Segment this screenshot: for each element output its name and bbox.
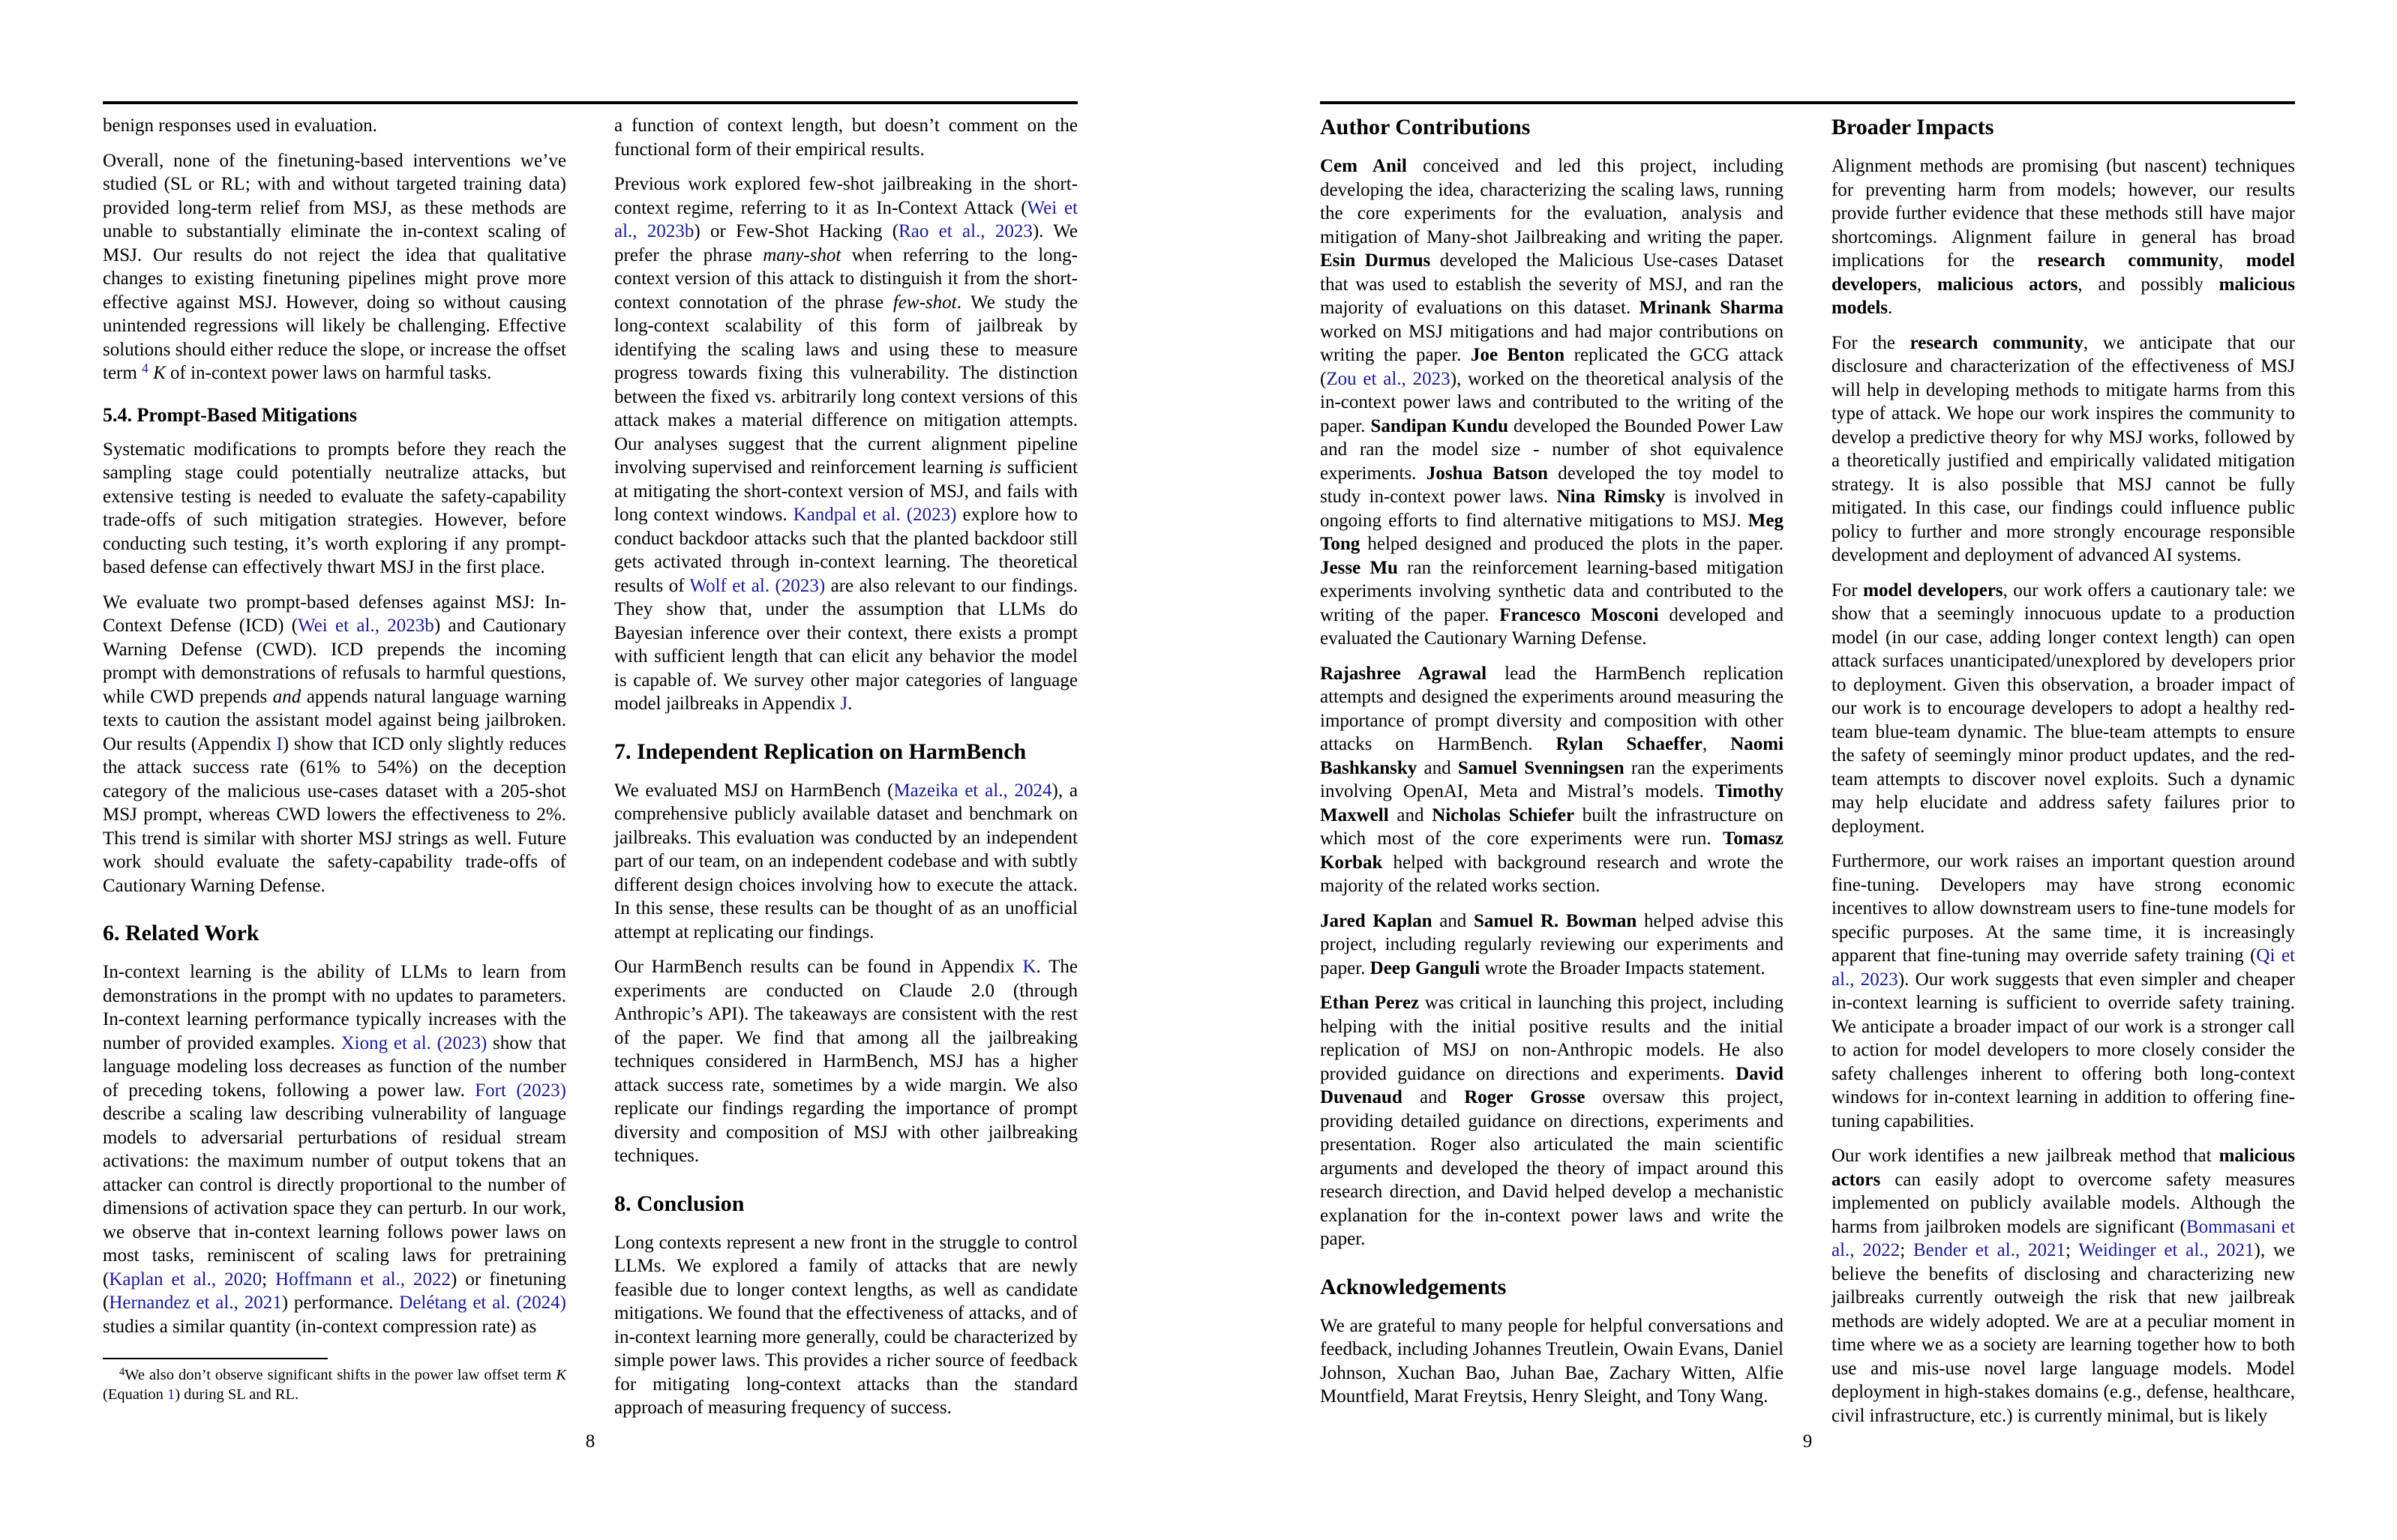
text-segment: Systematic modifications to prompts before they reach the sampling stage could potentially neutralize attacks, but extensive testing is needed to evaluate the safety-capability trade-offs of such mitigation strategies. However, before conducting such testing, it’s worth exploring if any prompt-based defense can effectively thwart MSJ in the first place.: [103, 439, 566, 577]
text-segment: .: [848, 694, 853, 714]
paragraph: [614, 955, 1078, 1168]
paragraph: [614, 114, 1078, 161]
text-segment: In-context learning is the ability of LLMs to learn from demonstrations in the prompt with no updates to parameters. In-context learning performance typically increases with the number of provided examples.: [103, 962, 566, 1053]
text-segment: show that language modeling loss decreases as function of the number of preceding tokens, following a power law.: [103, 1032, 567, 1101]
text-segment: ran the reinforcement learning-based mitigation experiments involving synthetic data and contributed to the writing of the paper.: [1320, 557, 1784, 625]
text-segment: and: [1417, 757, 1458, 778]
text-segment: Nina Rimsky: [1556, 487, 1666, 507]
paragraph: [103, 149, 566, 385]
text-segment: Long contexts represent a new front in the struggle to control LLMs. We explored a family of attacks that are newly feasible due to longer context lengths, as well as candidate mitigations. We found that the effectiveness of attacks, and of in-context learning more generally, could be characterized by simple power laws. This provides a richer source of feedback for mitigating long-context attacks than the standard approach of measuring frequency of success.: [614, 1232, 1078, 1418]
paragraph: [614, 779, 1078, 945]
text-segment: ) during SL and RL.: [175, 1386, 299, 1403]
citation-link[interactable]: Wolf et al. (2023): [689, 575, 826, 596]
text-segment: ) or finetuning (: [103, 1269, 566, 1313]
text-segment: For the: [1832, 332, 1910, 353]
citation-link[interactable]: Rao et al., 2023: [898, 221, 1033, 241]
text-segment: model developers: [1863, 580, 2003, 601]
text-segment: K: [153, 363, 166, 383]
paragraph: [1320, 662, 1784, 898]
text-segment: malicious actors: [1832, 1146, 2295, 1190]
text-segment: 4: [119, 1365, 125, 1378]
text-segment: is involved in ongoing efforts to find alternative mitigations to MSJ.: [1320, 487, 1784, 531]
text-segment: Roger Grosse: [1464, 1087, 1586, 1107]
citation-link[interactable]: Weidinger et al., 2021: [2078, 1240, 2254, 1260]
text-segment: Rajashree Agrawal: [1320, 663, 1487, 684]
section-heading: 6. Related Work: [103, 921, 260, 945]
section-heading: Broader Impacts: [1832, 115, 1994, 139]
text-segment: developed the toy model to study in-context power laws.: [1320, 463, 1784, 507]
text-segment: Joe Benton: [1470, 345, 1565, 365]
citation-link[interactable]: Zou et al., 2023: [1326, 368, 1450, 389]
text-segment: ran the experiments involving OpenAI, Meta and Mistral’s models.: [1320, 757, 1784, 801]
page-9: [1320, 0, 2295, 1540]
text-segment: Francesco Mosconi: [1499, 604, 1659, 625]
text-segment: describe a scaling law describing vulnerability of language models to adversarial perturbations of residual stream activations: the maximum number of output tokens that an attacker can control is directly proportional to the number of dimensions of activation space they can perturb. In our work, we observe that in-context learning follows power laws on most tasks, reminiscent of scaling laws for pretraining (: [103, 1104, 566, 1290]
text-segment: ;: [1900, 1240, 1913, 1260]
text-segment: ). We prefer the phrase: [614, 221, 1078, 265]
text-segment: , our work offers a cautionary tale: we show that a seemingly innocuous update to a production model (in our case, adding longer context length) can open attack surfaces unanticipated/unexplored by developers prior to deployment. Given this observation, a broader impact of our work is to encourage developers to adopt a healthy red-team blue-team dynamic. The blue-team attempts to ensure the safety of seemingly minor product updates, and the red-team attempts to discover novel exploits. Such a dynamic may help elucidate and address safety failures prior to deployment.: [1832, 580, 2295, 837]
text-segment: . We study the long-context scalability of this form of jailbreak by identifying the scaling laws and using these to measure progress towards fixing this vulnerability. The distinction between the fixed vs. arbitrarily long context versions of this attack makes a material difference on mitigation attempts. Our analyses suggest that the current alignment pipeline involving supervised and reinforcement learning: [614, 292, 1078, 478]
text-segment: many-shot: [763, 244, 842, 265]
paragraph: [103, 960, 566, 1338]
text-segment: built the infrastructure on which most of the core experiments were run.: [1320, 804, 1784, 849]
text-segment: few-shot: [892, 292, 957, 313]
text-segment: For: [1832, 580, 1864, 601]
text-segment: ;: [2065, 1240, 2079, 1260]
text-segment: research community: [2037, 250, 2219, 271]
text-segment: ) performance.: [281, 1293, 400, 1313]
paragraph: [1320, 991, 1784, 1251]
text-segment: Joshua Batson: [1426, 463, 1548, 484]
citation-link[interactable]: Bommasani et al., 2022: [1832, 1216, 2295, 1260]
text-segment: developed the Bounded Power Law and ran the model size - number of shot equivalence experiments.: [1320, 415, 1784, 484]
section-heading: Acknowledgements: [1320, 1274, 1507, 1299]
text-segment: oversaw this project, providing detailed guidance on directions, experiments and presentation. Roger also articulated the main scientific arguments and developed the theory of impact around this research direction, and David helped develop a mechanistic explanation for the in-context power laws and write the paper.: [1320, 1087, 1784, 1249]
text-segment: Our HarmBench results can be found in Appendix: [614, 957, 1023, 977]
page-8-left-column: [103, 114, 566, 1404]
section-heading: 8. Conclusion: [614, 1191, 745, 1216]
text-segment: Timothy Maxwell: [1320, 781, 1784, 825]
text-segment: replicated the GCG attack (: [1320, 345, 1784, 389]
page-8-right-column: [614, 114, 1078, 1431]
citation-link[interactable]: Fort (2023): [475, 1080, 566, 1101]
text-segment: when referring to the long-context version of this attack to distinguish it from the short-context connotation of the phrase: [614, 244, 1078, 313]
text-segment: Overall, none of the finetuning-based interventions we’ve studied (SL or RL; with and without targeted training data) provided long-term relief from MSJ, as these methods are unable to substantially eliminate the in-context scaling of MSJ. Our results do not reject the idea that qualitative changes to existing finetuning pipelines might prove more effective against MSJ. However, doing so without causing unintended regressions will likely be challenging. Effective solutions should either reduce the slope, or increase the offset term: [103, 150, 566, 383]
text-segment: , we anticipate that our disclosure and characterization of the effectiveness of MSJ will help in developing methods to mitigate harms from this type of attack. We hope our work inspires the community to develop a predictive theory for why MSJ works, followed by a theoretically justified and empirically validated mitigation strategy. It is also possible that MSJ cannot be fully mitigated. In this case, our findings could influence public policy to further and more strongly encourage responsible development and deployment of advanced AI systems.: [1832, 332, 2295, 565]
text-segment: ), worked on the theoretical analysis of the in-context power laws and contributed to the writing of the paper.: [1320, 368, 1784, 436]
text-segment: .: [1888, 298, 1893, 318]
page-8: [103, 0, 1078, 1540]
text-segment: conceived and led this project, including developing the idea, characterizing the scaling laws, running the core experiments for the evaluation, analysis and mitigation of Many-shot Jailbreaking and writing the paper.: [1320, 156, 1784, 247]
page-9-left-column: [1320, 114, 1784, 1420]
text-segment: ) and Cautionary Warning Defense (CWD). ICD prepends the incoming prompt with demonstrations of refusals to harmful questions, while CWD prepends: [103, 616, 566, 707]
text-segment: was critical in launching this project, including helping with the initial positive results and the initial replication of MSJ on non-Anthropic models. He also provided guidance on directions and experiments.: [1320, 993, 1784, 1084]
text-segment: Previous work explored few-shot jailbreaking in the short-context regime, referring to it as In-Context Attack (: [614, 174, 1078, 218]
text-segment: developed the Malicious Use-cases Dataset that was used to establish the severity of MSJ, and ran the majority of evaluations on this dataset.: [1320, 250, 1784, 318]
text-segment: malicious models: [1832, 274, 2295, 318]
paragraph: [614, 172, 1078, 716]
citation-link[interactable]: 4: [142, 361, 148, 376]
paragraph: [103, 114, 566, 138]
text-segment: We evaluate two prompt-based defenses against MSJ: In-Context Defense (ICD) (: [103, 592, 566, 636]
paragraph: [614, 1231, 1078, 1420]
citation-link[interactable]: Wei et al., 2023b: [614, 197, 1078, 241]
text-segment: can easily adopt to overcome safety measures implemented on publicly available models. Although the harms from jailbroken models are significant (: [1832, 1169, 2295, 1237]
text-segment: and: [1402, 1087, 1465, 1107]
text-segment: developed and evaluated the Cautionary Warning Defense.: [1320, 604, 1784, 649]
text-segment: explore how to conduct backdoor attacks such that the planted backdoor still gets activated through in-context learning. The theoretical results of: [614, 505, 1078, 596]
text-segment: (Equation: [103, 1386, 167, 1403]
citation-link[interactable]: Delétang et al. (2024): [399, 1293, 566, 1313]
text-segment: Mrinank Sharma: [1639, 298, 1784, 318]
citation-link[interactable]: Kaplan et al., 2020: [109, 1269, 262, 1290]
text-segment: Rylan Schaeffer: [1556, 734, 1702, 754]
citation-link[interactable]: J: [840, 694, 848, 714]
text-segment: lead the HarmBench replication attempts and designed the experiments around measuring the importance of prompt diversity and composition with other attacks on HarmBench.: [1320, 663, 1784, 754]
text-segment: ), we believe the benefits of disclosing and characterizing new jailbreaks currently outweigh the risk that new jailbreak methods are widely adopted. We are at a peculiar moment in time where we as a society are learning together how to both use and mis-use novel large language models. Model deployment in high-stakes domains (e.g., defense, healthcare, civil infrastructure, etc.) is currently minimal, but is likely: [1832, 1240, 2295, 1426]
top-rule: [103, 101, 1078, 104]
citation-link[interactable]: Qi et al., 2023: [1832, 945, 2295, 990]
text-segment: and: [1388, 804, 1432, 825]
footnote: [103, 1358, 566, 1404]
text-segment: Naomi Bashkansky: [1320, 734, 1784, 778]
text-segment: Esin Durmus: [1320, 250, 1431, 271]
text-segment: Meg Tong: [1320, 510, 1784, 554]
text-segment: ), a comprehensive publicly available dataset and benchmark on jailbreaks. This evaluation was conducted by an independent part of our team, on an independent codebase and with subtly different design choices involving how to execute the attack. In this sense, these results can be thought of as an unofficial attempt at replicating our findings.: [614, 780, 1078, 942]
text-segment: Alignment methods are promising (but nascent) techniques for preventing harm from models; however, our results provide further evidence that these methods still have major shortcomings. Alignment failure in general has broad implications for the: [1832, 156, 2295, 271]
text-segment: research community: [1910, 332, 2084, 353]
page-number: 8: [585, 1431, 596, 1452]
paragraph: [103, 591, 566, 898]
text-segment: and: [272, 686, 302, 707]
text-segment: , and possibly: [2078, 274, 2219, 295]
citation-link[interactable]: Bender et al., 2021: [1912, 1240, 2066, 1260]
citation-link[interactable]: 1: [166, 1386, 176, 1403]
page-number: 9: [1802, 1431, 1813, 1452]
paragraph: [1832, 849, 2295, 1133]
text-segment: model developers: [1832, 250, 2295, 295]
text-segment: helped advise this project, including regularly reviewing our experiments and paper.: [1320, 910, 1784, 978]
text-segment: Samuel Svenningsen: [1457, 757, 1624, 778]
text-segment: wrote the Broader Impacts statement.: [1480, 957, 1766, 978]
paragraph: [1832, 1144, 2295, 1428]
citation-link[interactable]: Xiong et al. (2023): [340, 1032, 488, 1053]
text-segment: sufficient at mitigating the short-context version of MSJ, and fails with long context windows.: [614, 457, 1078, 525]
text-segment: Samuel R. Bowman: [1474, 910, 1637, 931]
paragraph: [1832, 154, 2295, 320]
text-segment: studies a similar quantity (in-context compression rate) as: [103, 1316, 537, 1337]
subsection-heading: 5.4. Prompt-Based Mitigations: [103, 403, 357, 426]
text-segment: David Duvenaud: [1320, 1063, 1784, 1107]
text-segment: Sandipan Kundu: [1370, 415, 1508, 436]
paragraph: [1320, 1314, 1784, 1409]
text-segment: a function of context length, but doesn’t comment on the functional form of their empirical results.: [614, 115, 1078, 160]
citation-link[interactable]: Hernandez et al., 2021: [109, 1293, 282, 1313]
text-segment: ,: [1916, 274, 1937, 295]
text-segment: and: [1432, 910, 1474, 931]
citation-link[interactable]: Hoffmann et al., 2022: [275, 1269, 452, 1290]
citation-link[interactable]: K: [1022, 957, 1036, 977]
text-segment: Deep Ganguli: [1370, 957, 1480, 978]
text-segment: of in-context power laws on harmful tasks.: [165, 363, 492, 383]
text-segment: Ethan Perez: [1320, 993, 1420, 1013]
text-segment: are also relevant to our findings. They show that, under the assumption that LLMs do Bayesian inference over their context, there exists a prompt with sufficient length that can elicit any behavior the model is capable of. We survey other major categories of language model jailbreaks in Appendix: [614, 575, 1078, 714]
citation-link[interactable]: Mazeika et al., 2024: [893, 780, 1052, 801]
paragraph: [1320, 909, 1784, 981]
text-segment: ) or Few-Shot Hacking (: [694, 221, 899, 241]
text-segment: ,: [1702, 734, 1731, 754]
section-heading: Author Contributions: [1320, 115, 1531, 139]
text-segment: K: [556, 1367, 566, 1383]
text-segment: helped designed and produced the plots in the paper.: [1360, 534, 1784, 554]
text-segment: ) show that ICD only slightly reduces the attack success rate (61% to 54%) on the deception category of the malicious use-cases dataset with a 205-shot MSJ prompt, whereas CWD lowers the effectiveness to 2%. This trend is similar with shorter MSJ strings as well. Future work should evaluate the safety-capability trade-offs of Cautionary Warning Defense.: [103, 733, 566, 896]
text-segment: Jesse Mu: [1320, 557, 1398, 578]
paragraph: [103, 438, 566, 580]
text-segment: Furthermore, our work raises an important question around fine-tuning. Developers may have strong economic incentives to allow downstream users to fine-tune models for specific purposes. At the same time, it is increasingly apparent that fine-tuning may override safety training (: [1832, 851, 2295, 966]
citation-link[interactable]: I: [276, 733, 283, 754]
text-segment: We also don’t observe significant shifts in the power law offset term: [124, 1367, 556, 1383]
text-segment: ;: [262, 1269, 276, 1290]
citation-link[interactable]: Wei et al., 2023b: [298, 616, 434, 636]
text-segment: We evaluated MSJ on HarmBench (: [614, 780, 894, 801]
page-9-right-column: [1832, 114, 2295, 1439]
text-segment: helped with background research and wrote the majority of the related works section.: [1320, 852, 1784, 896]
text-segment: Our work identifies a new jailbreak method that: [1832, 1146, 2219, 1166]
text-segment: ,: [2218, 250, 2246, 271]
text-segment: Nicholas Schiefer: [1432, 804, 1575, 825]
text-segment: worked on MSJ mitigations and had major contributions on writing the paper.: [1320, 321, 1784, 365]
text-segment: Cem Anil: [1320, 156, 1407, 176]
paragraph: [1832, 331, 2295, 568]
text-segment: appends natural language warning texts to caution the assistant model against being jailbroken. Our results (Appendix: [103, 686, 566, 754]
top-rule: [1320, 101, 2295, 104]
text-segment: Jared Kaplan: [1320, 910, 1432, 931]
text-segment: is: [988, 457, 1002, 478]
text-segment: malicious actors: [1936, 274, 2078, 295]
citation-link[interactable]: Kandpal et al. (2023): [793, 505, 957, 525]
text-segment: ). Our work suggests that even simpler and cheaper in-context learning is sufficient to override safety training. We anticipate a broader impact of our work is a stronger call to action for model developers to more closely consider the safety challenges inherent to offering both long-context windows for in-context learning in addition to offering fine-tuning capabilities.: [1832, 969, 2295, 1131]
text-segment: . The experiments are conducted on Claude 2.0 (through Anthropic’s API). The takeaways are consistent with the rest of the paper. We find that among all the jailbreaking techniques considered in HarmBench, MSJ has a higher attack success rate, sometimes by a wide margin. We also replicate our findings regarding the importance of prompt diversity and composition of MSJ with other jailbreaking techniques.: [614, 957, 1078, 1166]
text-segment: Tomasz Korbak: [1320, 828, 1784, 873]
paragraph: [1320, 154, 1784, 651]
text-segment: We are grateful to many people for helpful conversations and feedback, including Johannes Treutlein, Owain Evans, Daniel Johnson, Xuchan Bao, Juhan Bae, Zachary Witten, Alfie Mountfield, Marat Freytsis, Henry Sleight, and Tony Wang.: [1320, 1315, 1784, 1407]
paragraph: [1832, 579, 2295, 839]
text-segment: benign responses used in evaluation.: [103, 115, 377, 136]
section-heading: 7. Independent Replication on HarmBench: [614, 739, 1027, 764]
